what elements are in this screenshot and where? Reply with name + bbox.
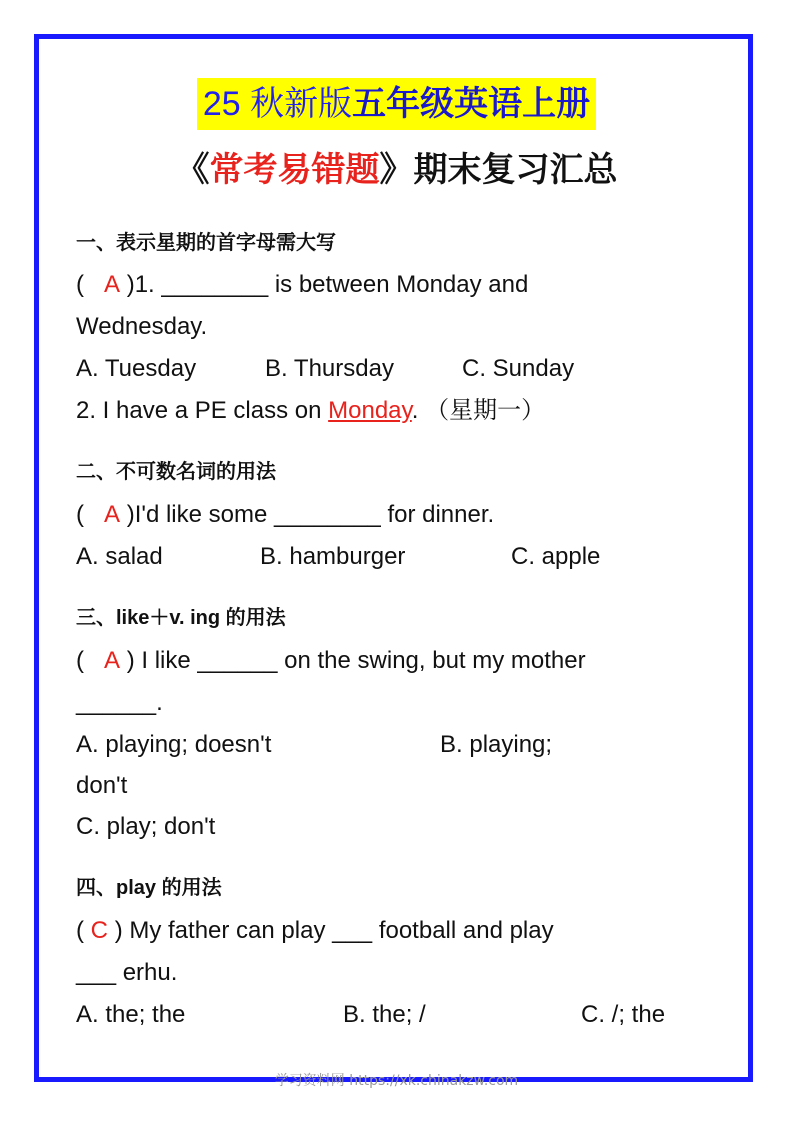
section-4-heading: 四、play 的用法 [76, 877, 222, 899]
answer-4: C [90, 917, 109, 944]
answer-2: A [104, 501, 121, 528]
question-1-2: 2. I have a PE class on Monday. （星期一） [76, 397, 546, 424]
option-3-a: A. playing; doesn't [76, 731, 272, 758]
answer-1-2: Monday [328, 397, 412, 424]
option-3-b: B. playing; [440, 731, 553, 758]
option-1-a: A. Tuesday [76, 355, 197, 382]
question-2: ( A )I'd like some ________ for dinner. [76, 501, 495, 528]
title-line-2: 《常考易错题》期末复习汇总 [175, 151, 618, 189]
question-1-1: ( A )1. ________ is between Monday and [76, 271, 529, 298]
answer-3: A [104, 647, 121, 674]
section-3-heading: 三、like＋v. ing 的用法 [76, 607, 286, 629]
option-3-b-cont: don't [76, 772, 128, 799]
question-4-cont: ___ erhu. [76, 959, 178, 986]
option-4-c: C. /; the [581, 1001, 666, 1028]
question-3: ( A ) I like ______ on the swing, but my mother [76, 647, 586, 674]
question-3-cont: ______. [76, 689, 163, 716]
option-4-b: B. the; / [343, 1001, 426, 1028]
title-highlight: 25 秋新版五年级英语上册 [197, 78, 596, 130]
title-line-1 [0, 78, 793, 130]
option-2-c: C. apple [511, 543, 601, 570]
section-1-heading: 一、表示星期的首字母需大写 [76, 232, 336, 254]
option-1-c: C. Sunday [462, 355, 575, 382]
footer-watermark: 学习资料网 https://xk.chinakzw.com [274, 1073, 519, 1089]
answer-1-1: A [104, 271, 121, 298]
section-2-heading: 二、不可数名词的用法 [76, 461, 276, 483]
question-1-1-cont: Wednesday. [76, 313, 208, 340]
option-2-b: B. hamburger [260, 543, 406, 570]
option-2-a: A. salad [76, 543, 163, 570]
option-3-c: C. play; don't [76, 813, 216, 840]
option-4-a: A. the; the [76, 1001, 186, 1028]
option-1-b: B. Thursday [265, 355, 394, 382]
question-4: ( C ) My father can play ___ football and play [76, 917, 554, 944]
